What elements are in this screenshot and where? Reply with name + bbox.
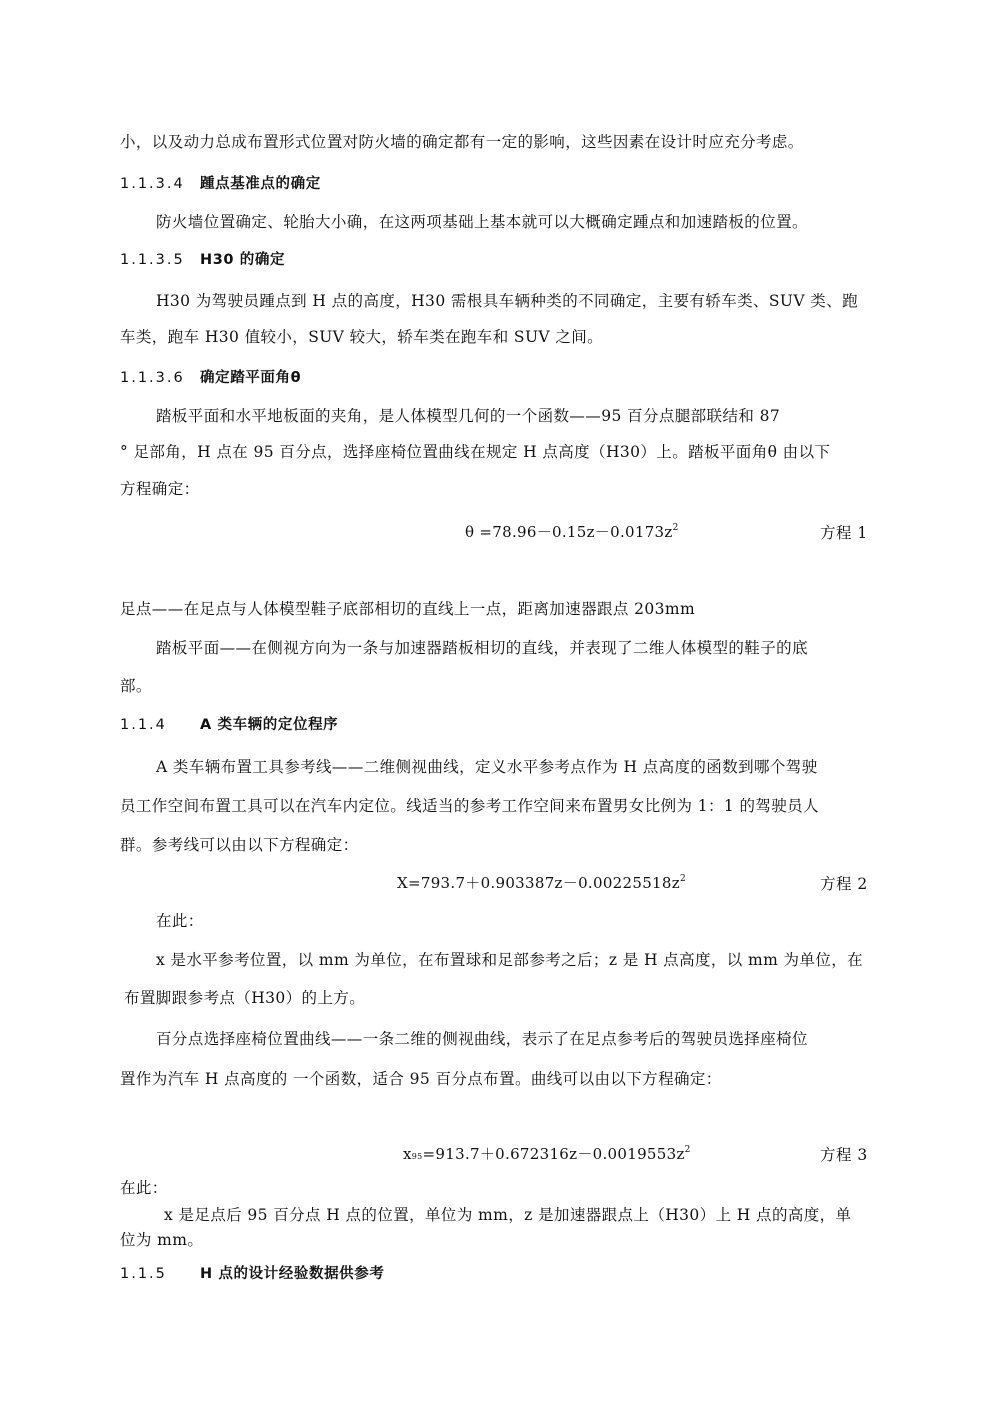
section-title: H30 的确定 [200,252,286,268]
paragraph-text: 踏板平面和水平地板面的夹角，是人体模型几何的一个函数——95 百分点腿部联结和 87 [156,407,781,425]
equation-variable: x [403,1145,412,1163]
section-heading-1-1-3-5 [120,248,285,269]
section-heading-1-1-3-4 [120,172,321,193]
equation-text: X=793.7＋0.903387z－0.00225518z [397,874,680,892]
paragraph-text: 位为 mm。 [120,1231,204,1249]
equation-1 [465,521,679,542]
section-title: A 类车辆的定位程序 [200,717,339,733]
paragraph-text: 员工作空间布置工具可以在汽车内定位。线适当的参考工作空间来布置男女比例为 1：1 的驾驶员人 [120,797,819,815]
section-number: 1.1.3.6 [120,370,185,386]
paragraph-text: 部。 [120,677,152,695]
equation-text: θ =78.96－0.15z－0.0173z [465,523,673,541]
paragraph-text: A 类车辆布置工具参考线——二维侧视曲线，定义水平参考点作为 H 点高度的函数到哪个驾驶 [156,758,818,776]
section-title: H 点的设计经验数据供参考 [200,1266,385,1282]
equation-3-label: 方程 3 [820,1146,868,1164]
paragraph-text: 群。参考线可以由以下方程确定： [120,836,359,854]
paragraph-text: 布置脚跟参考点（H30）的上方。 [124,989,366,1007]
paragraph-text: ° 足部角，H 点在 95 百分点，选择座椅位置曲线在规定 H 点高度（H30）上。踏板平面角θ 由以下 [120,443,831,461]
section-heading-1-1-3-6 [120,366,301,387]
section-number: 1.1.5 [120,1266,167,1282]
paragraph-text: x 是足点后 95 百分点 H 点的位置，单位为 mm，z 是加速器跟点上（H30）上 H 点的高度，单 [164,1206,852,1224]
paragraph-text: 在此： [120,1179,168,1197]
section-number: 1.1.3.5 [120,252,185,268]
paragraph-text: x 是水平参考位置，以 mm 为单位，在布置球和足部参考之后；z 是 H 点高度，以 mm 为单位，在 [156,951,864,969]
section-title: 踵点基准点的确定 [200,176,321,192]
equation-2 [397,872,686,893]
section-heading-1-1-4 [120,713,338,734]
paragraph-text: 车类，跑车 H30 值较小，SUV 较大，轿车类在跑车和 SUV 之间。 [120,328,604,346]
equation-subscript: 95 [411,1152,423,1161]
equation-2-label: 方程 2 [820,875,868,893]
paragraph-text: 百分点选择座椅位置曲线——一条二维的侧视曲线，表示了在足点参考后的驾驶员选择座椅位 [156,1030,808,1048]
paragraph-text: 踏板平面——在侧视方向为一条与加速器踏板相切的直线，并表现了二维人体模型的鞋子的底 [156,639,808,657]
section-number: 1.1.4 [120,717,167,733]
equation-3 [403,1143,691,1164]
paragraph-text: 足点——在足点与人体模型鞋子底部相切的直线上一点，距离加速器跟点 203mm [120,600,696,618]
paragraph-text: 防火墙位置确定、轮胎大小确，在这两项基础上基本就可以大概确定踵点和加速踏板的位置。 [156,213,808,231]
equation-1-label: 方程 1 [820,524,868,542]
paragraph-text: H30 为驾驶员踵点到 H 点的高度，H30 需根具车辆种类的不同确定，主要有轿车类、SUV 类、跑 [156,292,859,310]
paragraph-text: 置作为汽车 H 点高度的 一个函数，适合 95 百分点布置。曲线可以由以下方程确定： [120,1070,722,1088]
paragraph-text: 方程确定： [120,480,200,498]
section-title: 确定踏平面角θ [200,370,302,386]
equation-exponent: 2 [679,874,686,884]
section-heading-1-1-5 [120,1262,384,1283]
equation-text: =913.7＋0.672316z－0.0019553z [422,1145,685,1163]
paragraph-text: 在此： [156,912,204,930]
equation-exponent: 2 [684,1145,691,1155]
section-number: 1.1.3.4 [120,176,185,192]
equation-exponent: 2 [672,523,679,533]
paragraph-text: 小，以及动力总成布置形式位置对防火墙的确定都有一定的影响，这些因素在设计时应充分考虑。 [120,133,804,151]
